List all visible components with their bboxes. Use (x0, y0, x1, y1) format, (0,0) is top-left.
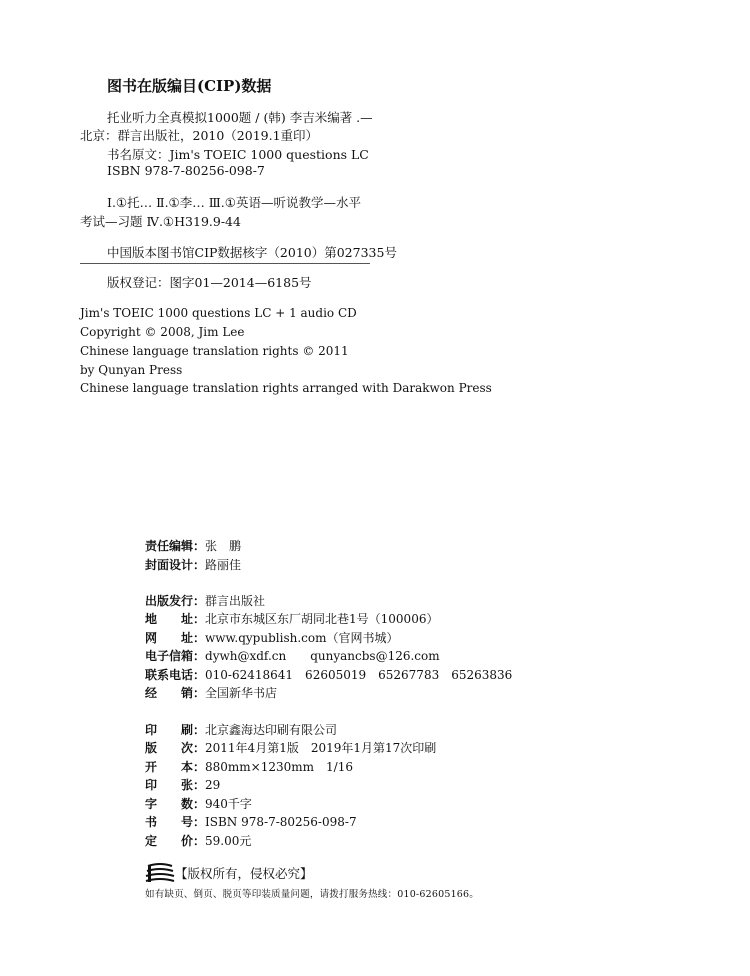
value-cover-design: 路丽佳 (205, 558, 242, 572)
rights-reserved-notice: 【版权所有，侵权必究】 (175, 866, 313, 881)
english-line-translation: Chinese language translation rights © 2011 (80, 344, 349, 358)
value-address: 北京市东城区东厂胡同北巷1号（100006） (205, 612, 439, 626)
value-format: 880mm×1230mm 1/16 (205, 760, 353, 774)
cip-line-isbn: ISBN 978-7-80256-098-7 (107, 163, 265, 178)
value-price: 59.00元 (205, 834, 252, 848)
label-phone: 联系电话： (145, 668, 206, 682)
label-price: 定 价： (145, 834, 206, 848)
label-printer: 印 刷： (145, 723, 206, 737)
row-phone (145, 666, 512, 683)
value-edition: 2011年4月第1版 2019年1月第17次印刷 (205, 741, 437, 755)
row-editor (145, 537, 241, 554)
row-distributor (145, 684, 277, 701)
row-address (145, 610, 438, 627)
row-format (145, 758, 353, 775)
value-publisher: 群言出版社 (205, 594, 266, 608)
cip-line-classification: Ⅰ.①托… Ⅱ.①李… Ⅲ.①英语—听说教学—水平 (107, 195, 361, 210)
value-distributor: 全国新华书店 (205, 686, 278, 700)
label-email: 电子信箱： (145, 649, 206, 663)
english-line-publisher: by Qunyan Press (80, 363, 183, 377)
row-price (145, 832, 251, 849)
row-edition (145, 739, 436, 756)
row-words (145, 795, 252, 812)
value-website: www.qypublish.com（官网书城） (205, 631, 399, 645)
row-website (145, 629, 398, 646)
cip-line-publisher: 北京：群言出版社，2010（2019.1重印） (80, 128, 319, 143)
label-publisher: 出版发行： (145, 594, 206, 608)
row-printer (145, 721, 337, 738)
label-cover-design: 封面设计： (145, 558, 206, 572)
cip-title: 图书在版编目(CIP)数据 (107, 77, 272, 95)
row-cover-design (145, 556, 241, 573)
cip-divider (80, 263, 370, 264)
label-distributor: 经 销： (145, 686, 206, 700)
label-words: 字 数： (145, 797, 206, 811)
label-format: 开 本： (145, 760, 206, 774)
value-words: 940千字 (205, 797, 252, 811)
row-sheets (145, 776, 220, 793)
cip-line-copyright-reg: 版权登记：图字01—2014—6185号 (107, 275, 312, 290)
english-line-edition: Jim's TOEIC 1000 questions LC + 1 audio CD (80, 306, 357, 320)
cip-line-original-title: 书名原文：Jim's TOEIC 1000 questions LC (107, 147, 369, 162)
row-email (145, 647, 440, 664)
english-line-arranged: Chinese language translation rights arranged with Darakwon Press (80, 381, 492, 395)
row-publisher (145, 592, 265, 609)
label-website: 网 址： (145, 631, 206, 645)
value-printer: 北京鑫海达印刷有限公司 (205, 723, 338, 737)
cip-line-record-number: 中国版本图书馆CIP数据核字（2010）第027335号 (107, 245, 397, 260)
publisher-logo-icon (145, 862, 175, 884)
row-isbn (145, 813, 357, 830)
label-editor: 责任编辑： (145, 539, 206, 553)
value-sheets: 29 (205, 778, 221, 792)
value-editor: 张 鹏 (205, 539, 242, 553)
label-edition: 版 次： (145, 741, 206, 755)
label-sheets: 印 张： (145, 778, 206, 792)
value-isbn: ISBN 978-7-80256-098-7 (205, 815, 357, 829)
label-isbn: 书 号： (145, 815, 206, 829)
value-phone: 010-62418641 62605019 65267783 65263836 (205, 668, 513, 682)
value-email: dywh@xdf.cn qunyancbs@126.com (205, 649, 440, 663)
service-hotline-note: 如有缺页、倒页、脱页等印装质量问题，请拨打服务热线：010-62605166。 (145, 889, 479, 900)
english-line-copyright: Copyright © 2008, Jim Lee (80, 325, 245, 339)
cip-line-title: 托业听力全真模拟1000题 / (韩) 李吉米编著 .— (107, 110, 373, 125)
label-address: 地 址： (145, 612, 206, 626)
cip-line-classification-cont: 考试—习题 Ⅳ.①H319.9-44 (80, 214, 241, 229)
